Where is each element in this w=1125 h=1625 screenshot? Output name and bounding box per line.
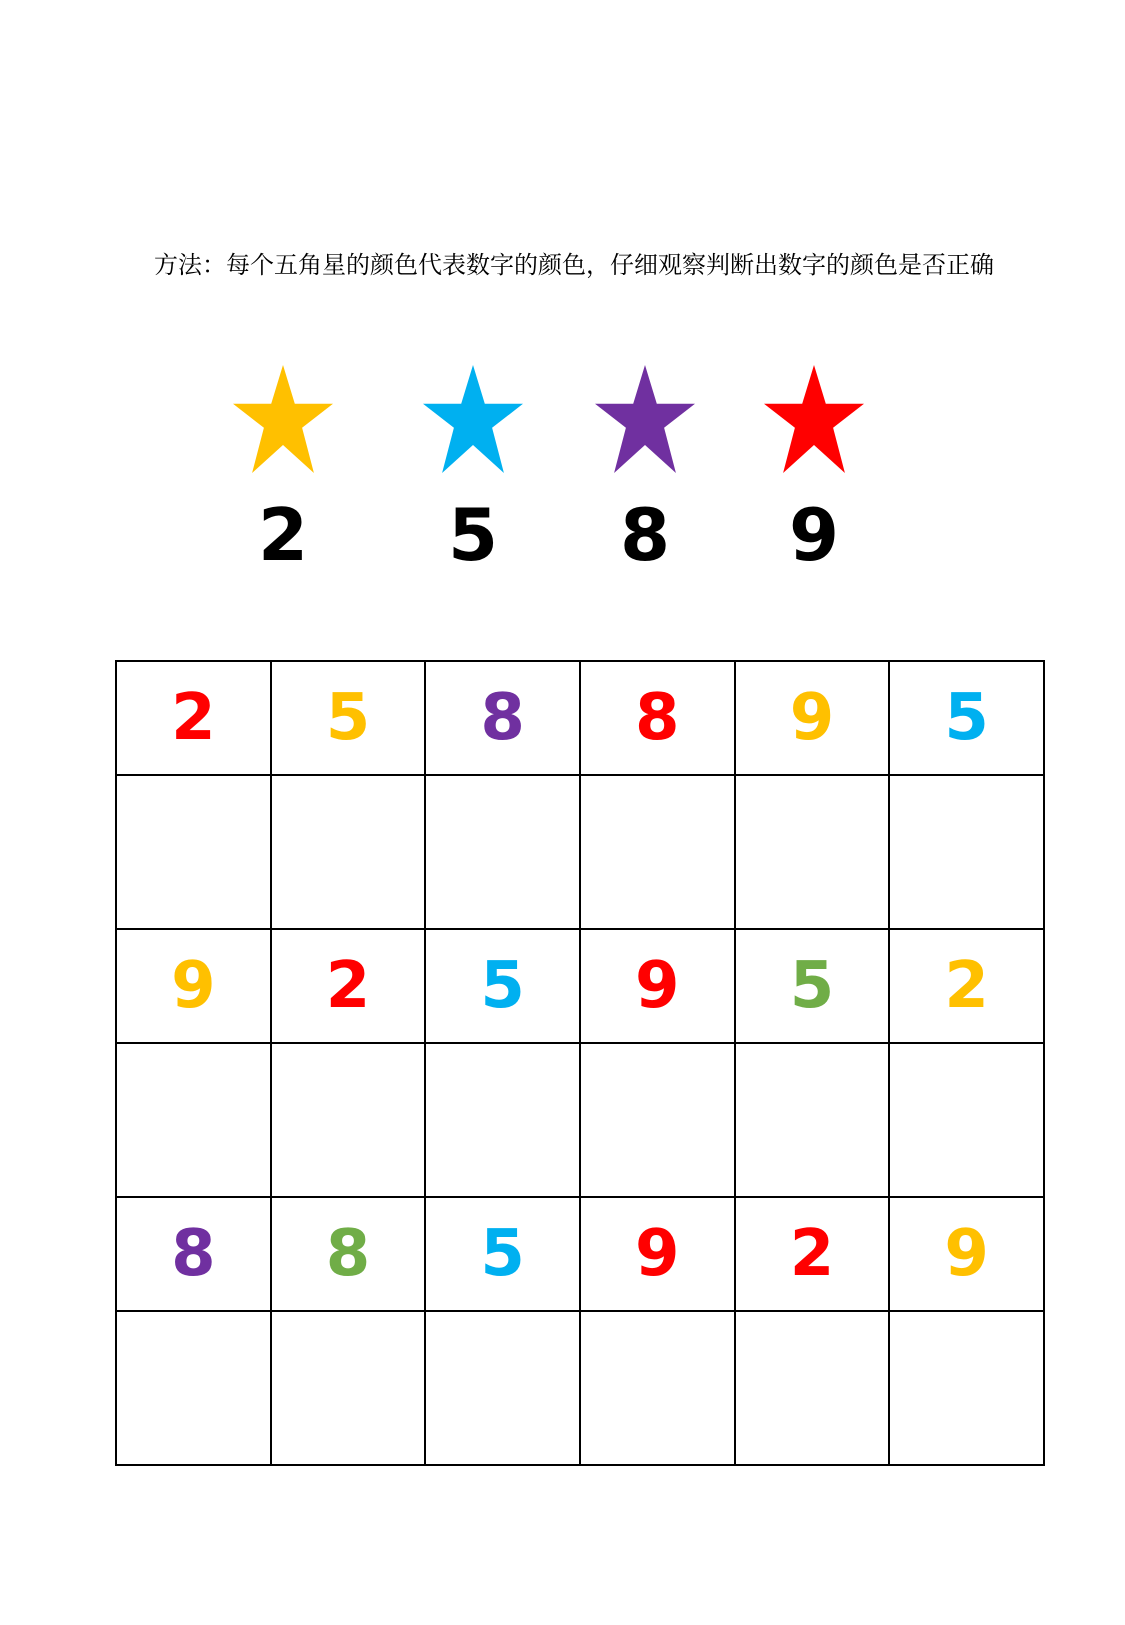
number-row bbox=[116, 661, 1044, 775]
answer-row bbox=[116, 775, 1044, 929]
answer-cell[interactable] bbox=[271, 1043, 426, 1197]
key-digit: 5 bbox=[447, 493, 499, 577]
answer-cell[interactable] bbox=[116, 1043, 271, 1197]
number-cell: 2 bbox=[889, 929, 1044, 1043]
answer-grid bbox=[115, 660, 1045, 1466]
number-cell: 8 bbox=[580, 661, 735, 775]
instruction-text: 方法：每个五角星的颜色代表数字的颜色，仔细观察判断出数字的颜色是否正确 bbox=[154, 251, 994, 279]
number-cell: 2 bbox=[116, 661, 271, 775]
number-cell: 8 bbox=[116, 1197, 271, 1311]
key-item bbox=[590, 365, 700, 575]
number-cell: 5 bbox=[889, 661, 1044, 775]
number-cell: 9 bbox=[889, 1197, 1044, 1311]
number-cell: 5 bbox=[735, 929, 890, 1043]
answer-cell[interactable] bbox=[889, 1043, 1044, 1197]
answer-cell[interactable] bbox=[580, 775, 735, 929]
number-cell: 9 bbox=[580, 929, 735, 1043]
key-digit: 8 bbox=[619, 493, 671, 577]
color-key bbox=[0, 0, 1125, 600]
star-icon bbox=[423, 365, 523, 473]
number-cell: 5 bbox=[271, 661, 426, 775]
key-digit: 2 bbox=[257, 493, 309, 577]
answer-cell[interactable] bbox=[580, 1043, 735, 1197]
answer-row bbox=[116, 1311, 1044, 1465]
answer-cell[interactable] bbox=[580, 1311, 735, 1465]
answer-cell[interactable] bbox=[116, 1311, 271, 1465]
answer-cell[interactable] bbox=[735, 1043, 890, 1197]
number-cell: 5 bbox=[425, 1197, 580, 1311]
number-cell: 8 bbox=[425, 661, 580, 775]
number-cell: 8 bbox=[271, 1197, 426, 1311]
key-item bbox=[418, 365, 528, 575]
number-cell: 9 bbox=[116, 929, 271, 1043]
answer-cell[interactable] bbox=[425, 1043, 580, 1197]
number-row bbox=[116, 929, 1044, 1043]
number-cell: 2 bbox=[735, 1197, 890, 1311]
answer-cell[interactable] bbox=[116, 775, 271, 929]
answer-row bbox=[116, 1043, 1044, 1197]
number-cell: 5 bbox=[425, 929, 580, 1043]
star-icon bbox=[764, 365, 864, 473]
key-digit: 9 bbox=[788, 493, 840, 577]
answer-cell[interactable] bbox=[271, 775, 426, 929]
key-item bbox=[228, 365, 338, 575]
number-cell: 9 bbox=[580, 1197, 735, 1311]
answer-cell[interactable] bbox=[735, 1311, 890, 1465]
number-row bbox=[116, 1197, 1044, 1311]
answer-cell[interactable] bbox=[425, 775, 580, 929]
star-icon bbox=[595, 365, 695, 473]
number-cell: 9 bbox=[735, 661, 890, 775]
star-icon bbox=[233, 365, 333, 473]
number-cell: 2 bbox=[271, 929, 426, 1043]
key-item bbox=[759, 365, 869, 575]
answer-cell[interactable] bbox=[271, 1311, 426, 1465]
answer-cell[interactable] bbox=[889, 775, 1044, 929]
answer-cell[interactable] bbox=[425, 1311, 580, 1465]
answer-cell[interactable] bbox=[889, 1311, 1044, 1465]
answer-cell[interactable] bbox=[735, 775, 890, 929]
